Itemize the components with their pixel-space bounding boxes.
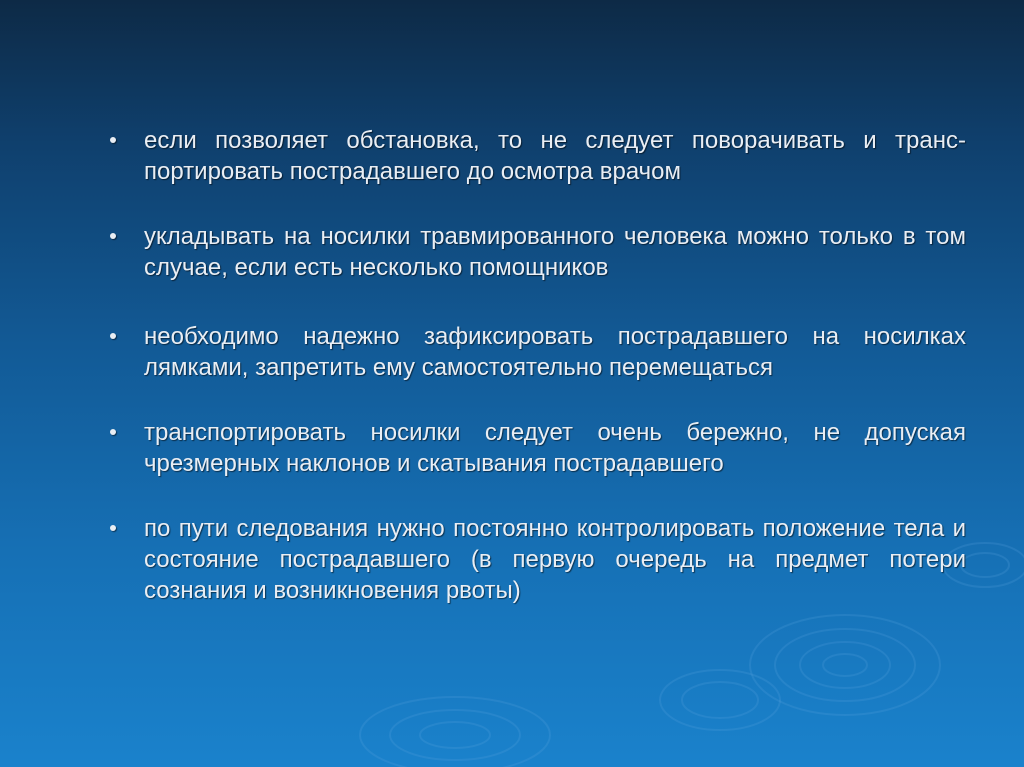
- list-item: [108, 513, 966, 606]
- list-item: [108, 221, 966, 283]
- bullet-marker: [110, 233, 116, 239]
- bullet-marker: [110, 429, 116, 435]
- list-item-text: укладывать на носилки травмированного человека можно только в том случае, если есть несколько помощников: [144, 223, 966, 281]
- list-item-text: если позволяет обстановка, то не следует поворачивать и транс-портировать пострадавшего до осмотра врачом: [144, 127, 966, 185]
- bullet-marker: [110, 137, 116, 143]
- bullet-marker: [110, 333, 116, 339]
- list-item-text: по пути следования нужно постоянно контролировать положение тела и состояние пострадавшего (в первую очередь на предмет потери сознания и возникновения рвоты): [144, 515, 966, 604]
- list-item-text: необходимо надежно зафиксировать пострадавшего на носилках лямками, запретить ему самостоятельно перемещаться: [144, 323, 966, 381]
- list-item: [108, 417, 966, 479]
- bullet-marker: [110, 525, 116, 531]
- list-item-text: транспортировать носилки следует очень бережно, не допуская чрезмерных наклонов и скатывания пострадавшего: [144, 419, 966, 477]
- bullet-list: [108, 125, 966, 640]
- list-item: [108, 321, 966, 383]
- list-item: [108, 125, 966, 187]
